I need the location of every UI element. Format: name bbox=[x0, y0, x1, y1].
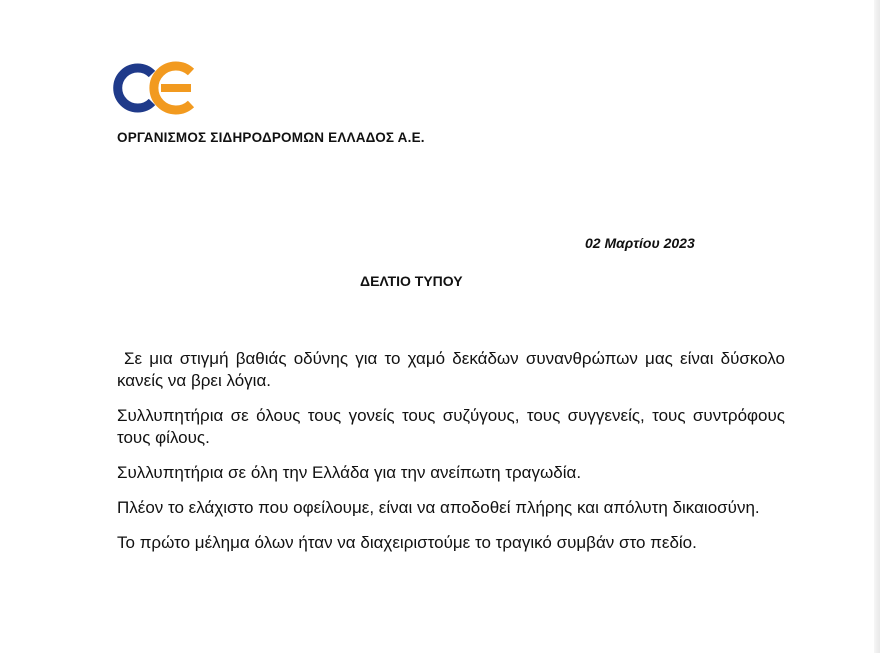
ose-logo-graphic bbox=[112, 60, 202, 116]
page-edge-shadow bbox=[874, 0, 880, 653]
organization-name: ΟΡΓΑΝΙΣΜΟΣ ΣΙΔΗΡΟΔΡΟΜΩΝ ΕΛΛΑΔΟΣ Α.Ε. bbox=[117, 130, 425, 145]
document-body bbox=[117, 348, 785, 567]
document-title: ΔΕΛΤΙΟ ΤΥΠΟΥ bbox=[360, 273, 463, 289]
paragraph: Συλλυπητήρια σε όλη την Ελλάδα για την ανείπωτη τραγωδία. bbox=[117, 463, 582, 482]
paragraph: Πλέον το ελάχιστο που οφείλουμε, είναι να αποδοθεί πλήρης και απόλυτη δικαιοσύνη. bbox=[117, 498, 760, 517]
paragraph: Σε μια στιγμή βαθιάς οδύνης για το χαμό δεκάδων συνανθρώπων μας είναι δύσκολο κανείς να βρει λόγια. bbox=[117, 349, 785, 390]
paragraph: Συλλυπητήρια σε όλους τους γονείς τους συζύγους, τους συγγενείς, τους συντρόφους τους φίλους. bbox=[117, 406, 785, 447]
release-date: 02 Μαρτίου 2023 bbox=[585, 235, 695, 251]
paragraph: Το πρώτο μέλημα όλων ήταν να διαχειριστούμε το τραγικό συμβάν στο πεδίο. bbox=[117, 533, 697, 552]
ose-logo-icon bbox=[112, 60, 202, 116]
